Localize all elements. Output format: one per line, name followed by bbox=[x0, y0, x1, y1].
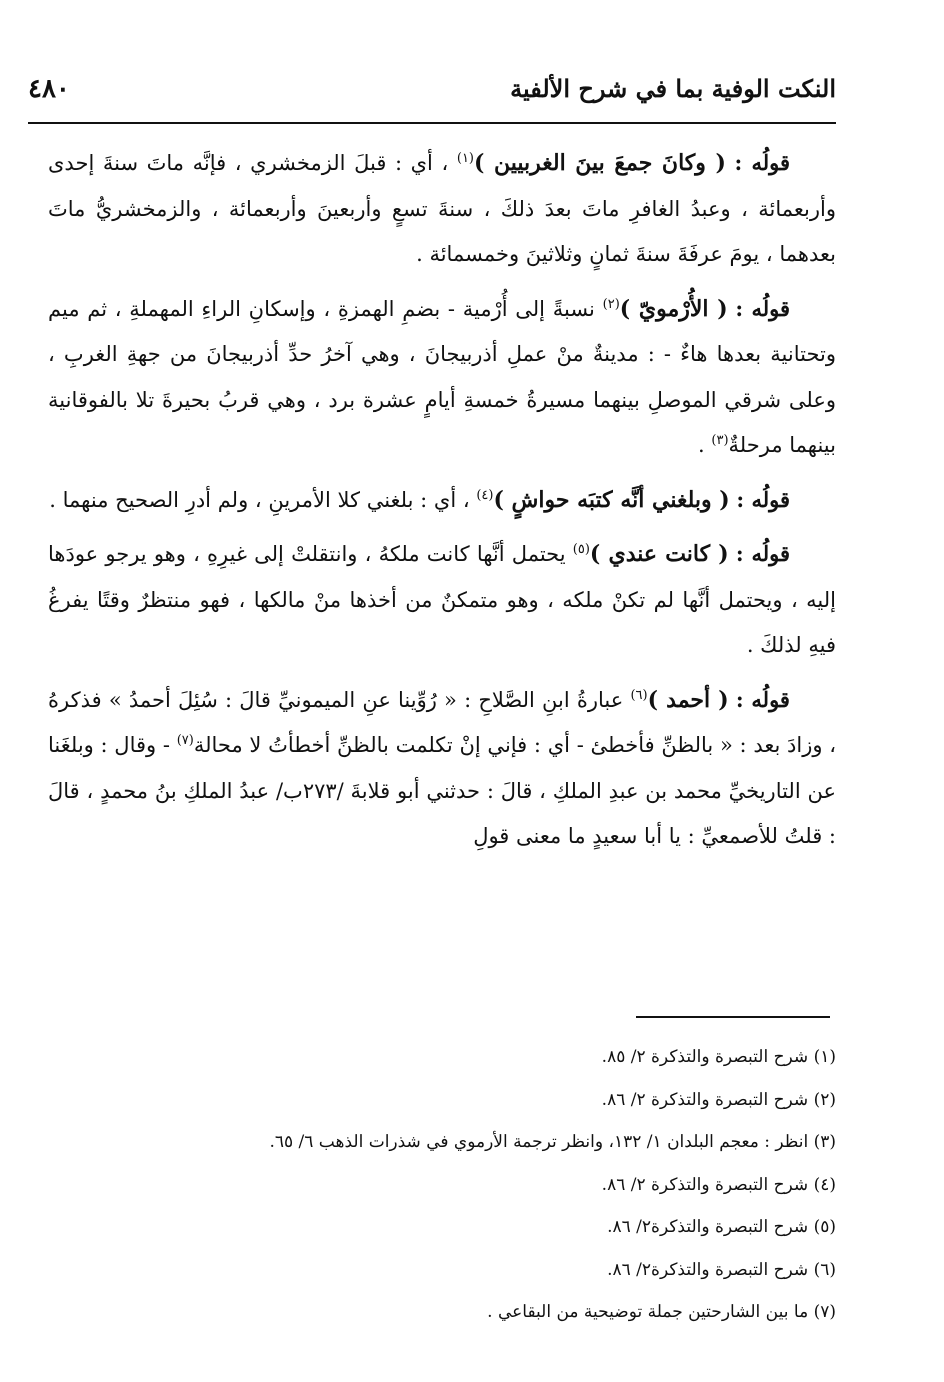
paragraph bbox=[48, 286, 836, 469]
paragraph-lead: قولُه : bbox=[735, 541, 790, 566]
footnote: (٣) انظر : معجم البلدان ١/ ١٣٢، وانظر ترجمة الأرموي في شذرات الذهب ٦/ ٦٥. bbox=[269, 1132, 836, 1152]
footnote-marker: (٥) bbox=[572, 542, 590, 557]
paragraph bbox=[48, 677, 836, 860]
paragraph bbox=[48, 531, 836, 669]
paragraph-text-end: . bbox=[698, 433, 705, 457]
footnote-separator bbox=[636, 1016, 830, 1018]
quoted-phrase: ( وبلغني أنَّه كتبَه حواشٍ ) bbox=[493, 486, 730, 513]
running-title: النكت الوفية بما في شرح الألفية bbox=[510, 74, 836, 103]
quoted-phrase: ( أحمد ) bbox=[647, 686, 729, 713]
page-header bbox=[28, 70, 836, 124]
footnote-marker: (٦) bbox=[630, 687, 648, 703]
paragraph-lead: قولُه : bbox=[735, 295, 791, 321]
paragraph-lead: قولُه : bbox=[736, 486, 790, 512]
quoted-phrase: ( كانت عندي ) bbox=[589, 541, 729, 567]
footnote-marker: (١) bbox=[456, 151, 474, 166]
paragraph bbox=[48, 477, 836, 524]
manuscript-folio-marker: /٢٧٣ب/ bbox=[275, 778, 344, 803]
footnote: (٧) ما بين الشارحتين جملة توضيحية من البقاعي . bbox=[487, 1302, 836, 1322]
paragraph-text: يحتمل أنَّها كانت ملكهُ ، وانتقلتْ إلى غيرِهِ ، وهو يرجو عودَها إليه ، ويحتمل أنَّها لم تكنْ ملكه ، وهو متمكنٌ من أخذها منْ مالكها ، فهو منتظرٌ وقتًا يفرغُ فيهِ لذلكَ . bbox=[48, 542, 836, 657]
footnote-marker: (٢) bbox=[602, 296, 620, 312]
paragraph-text: نسبةً إلى أُرْمية - بضمِ الهمزةِ ، وإسكانِ الراءِ المهملةِ ، ثم ميم وتحتانية بعدها هاءٌ - : مدينةٌ منْ عملِ أذربيجانَ ، وهي آخرُ حدِّ أذربيجانَ من جهةِ الغربِ ، وعلى شرقي الموصلِ بينهما مسيرةُ خمسةِ أيامٍ عشرة برد ، وهي قربُ بحيرةَ تلا بالفوقانية بينهما مرحلةٌ bbox=[48, 296, 836, 457]
paragraph-lead: قولُه : bbox=[735, 686, 790, 712]
footnote-marker: (٣) bbox=[711, 433, 729, 448]
paragraph-text: ، أي : بلغني كلا الأمرينِ ، ولم أدرِ الصحيح منهما . bbox=[49, 487, 470, 512]
footnote: (١) شرح التبصرة والتذكرة ٢/ ٨٥. bbox=[601, 1047, 836, 1067]
paragraph-text: عبارةُ ابنِ الصَّلاحِ : « رُوِّينا عنِ الميمونيِّ قالَ : سُئِلَ أحمدُ » فذكرهُ ، وزادَ بعد : « بالظنِّ فأخطئ - أي : فإني إنْ تكلمت بالظنِّ أخطأتُ لا محالة bbox=[48, 687, 836, 757]
footnotes-list bbox=[120, 1036, 836, 1334]
footnote-marker: (٤) bbox=[476, 487, 494, 503]
paragraph-lead: قولُه : bbox=[734, 150, 790, 175]
quoted-phrase: ( وكانَ جمعَ بينَ الغربيين ) bbox=[474, 150, 726, 176]
quoted-phrase: ( الأُرْمويّ ) bbox=[619, 295, 728, 322]
footnote: (٥) شرح التبصرة والتذكرة٢/ ٨٦. bbox=[607, 1217, 836, 1237]
paragraph bbox=[48, 140, 836, 278]
paragraph-text-end: - وقال : وبلغَنا عن التاريخيِّ محمد بن عبدِ الملكِ ، قالَ : حدثني أبو قلابةَ bbox=[48, 733, 836, 803]
footnote: (٦) شرح التبصرة والتذكرة٢/ ٨٦. bbox=[607, 1259, 836, 1280]
footnote: (٤) شرح التبصرة والتذكرة ٢/ ٨٦. bbox=[601, 1174, 836, 1195]
paragraph-text: ، أي : قبلَ الزمخشري ، فإنَّه ماتَ سنةَ إحدى وأربعمائة ، وعبدُ الغافرِ ماتَ بعدَ ذلكَ ، سنةَ تسعٍ وأربعينَ وأربعمائة ، والزمخشريُّ ماتَ بعدهما ، يومَ عرفَةَ سنةَ ثمانٍ وثلاثينَ وخمسمائة . bbox=[48, 151, 836, 266]
footnote: (٢) شرح التبصرة والتذكرة ٢/ ٨٦. bbox=[601, 1089, 836, 1110]
footnote-marker: (٧) bbox=[176, 733, 194, 748]
main-text bbox=[48, 140, 836, 860]
page-number: ٤٨٠ bbox=[28, 74, 70, 104]
paragraph-text-tail: عبدُ الملكِ بنُ محمدٍ ، قالَ : قلتُ للأصمعيِّ : يا أبا سعيدٍ ما معنى قولِ bbox=[48, 778, 836, 848]
